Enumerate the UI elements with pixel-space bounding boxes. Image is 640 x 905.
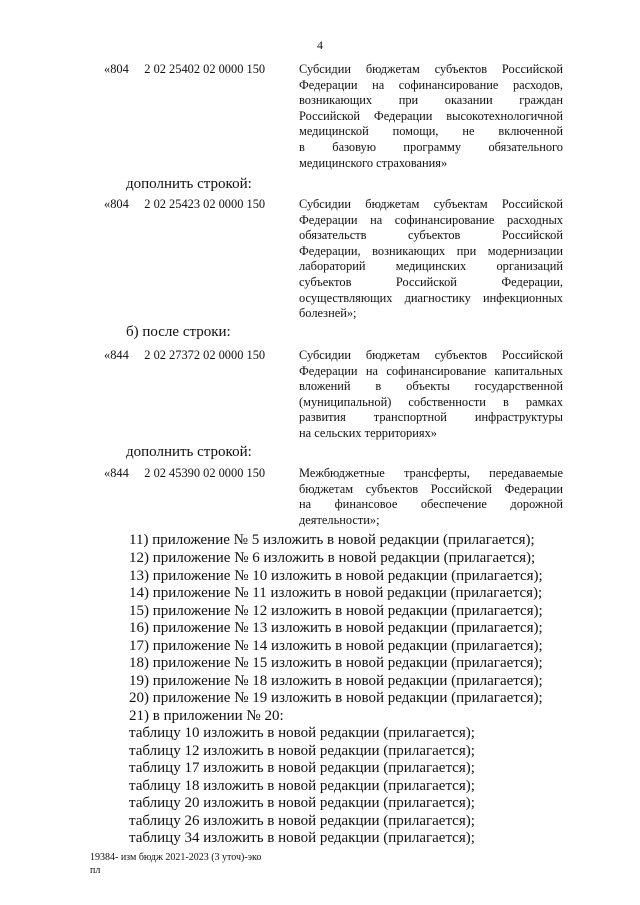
list-item: 13) приложение № 10 изложить в новой редакции (прилагается); <box>129 568 543 584</box>
desc-line: медицинского страхования» <box>299 155 448 170</box>
list-item: таблицу 20 изложить в новой редакции (прилагается); <box>129 795 475 811</box>
desc-line: (муниципальной) собственности в рамках <box>299 394 563 409</box>
list-item: 20) приложение № 19 изложить в новой редакции (прилагается); <box>129 690 543 706</box>
heading-add-row: дополнить строкой: <box>126 444 252 460</box>
desc-line: на финансовое обеспечение дорожной <box>299 497 563 512</box>
footer-initials: пл <box>90 865 101 876</box>
list-item: 15) приложение № 12 изложить в новой редакции (прилагается); <box>129 603 543 619</box>
desc-line: Субсидии бюджетам субъектам Российской <box>299 197 563 211</box>
budget-code-description <box>299 348 563 442</box>
list-item: 18) приложение № 15 изложить в новой редакции (прилагается); <box>129 655 543 671</box>
list-item: таблицу 26 изложить в новой редакции (прилагается); <box>129 813 475 829</box>
desc-line: Межбюджетные трансферты, передаваемые <box>299 466 563 480</box>
desc-line: болезней»; <box>299 306 357 321</box>
list-item: 14) приложение № 11 изложить в новой редакции (прилагается); <box>129 585 543 601</box>
desc-line: Федерации на софинансирование расходов, <box>299 77 563 92</box>
desc-line: вложений в объекты государственной <box>299 379 563 394</box>
desc-line: медицинской помощи, не включенной <box>299 124 563 139</box>
budget-code-description <box>299 197 563 322</box>
list-item: 21) в приложении № 20: <box>129 708 284 724</box>
list-item: 19) приложение № 18 изложить в новой редакции (прилагается); <box>129 673 543 689</box>
budget-code: «844 2 02 45390 02 0000 150 <box>104 466 266 480</box>
list-item: таблицу 12 изложить в новой редакции (прилагается); <box>129 743 475 759</box>
desc-line: Федерации на софинансирование капитальных <box>299 363 563 378</box>
budget-code: «844 2 02 27372 02 0000 150 <box>104 348 266 362</box>
desc-line: возникающих при оказании граждан <box>299 93 563 108</box>
list-item: таблицу 34 изложить в новой редакции (прилагается); <box>129 830 475 846</box>
desc-line: Федерации, возникающих при модернизации <box>299 243 563 258</box>
budget-code: «804 2 02 25423 02 0000 150 <box>104 197 266 211</box>
desc-line: Субсидии бюджетам субъектов Российской <box>299 348 563 362</box>
list-item: 17) приложение № 14 изложить в новой редакции (прилагается); <box>129 638 543 654</box>
desc-line: Федерации на софинансирование расходных <box>299 212 563 227</box>
heading-add-row: дополнить строкой: <box>126 176 252 192</box>
page-number: 4 <box>317 38 323 52</box>
heading-after-row: б) после строки: <box>126 324 231 340</box>
footer-file-name: 19384- изм бюдж 2021-2023 (3 уточ)-эко <box>90 852 262 863</box>
list-item: 11) приложение № 5 изложить в новой редакции (прилагается); <box>129 532 535 548</box>
desc-line: субъектов Российской Федерации, <box>299 274 563 289</box>
desc-line: бюджетам субъектов Российской Федерации <box>299 481 563 496</box>
desc-line: на сельских территориях» <box>299 425 437 440</box>
budget-code-description <box>299 466 563 528</box>
desc-line: развития транспортной инфраструктуры <box>299 410 563 425</box>
list-item: таблицу 17 изложить в новой редакции (прилагается); <box>129 760 475 776</box>
list-item: 12) приложение № 6 изложить в новой редакции (прилагается); <box>129 550 536 566</box>
desc-line: лабораторий медицинских организаций <box>299 259 563 274</box>
budget-code-description <box>299 62 563 171</box>
desc-line: осуществляющих диагностику инфекционных <box>299 290 563 305</box>
list-item: таблицу 18 изложить в новой редакции (прилагается); <box>129 778 475 794</box>
budget-code: «804 2 02 25402 02 0000 150 <box>104 62 266 76</box>
list-item: 16) приложение № 13 изложить в новой редакции (прилагается); <box>129 620 543 636</box>
desc-line: в базовую программу обязательного <box>299 139 563 154</box>
desc-line: Российской Федерации высокотехнологичной <box>299 108 563 123</box>
list-item: таблицу 10 изложить в новой редакции (прилагается); <box>129 725 475 741</box>
desc-line: обязательств субъектов Российской <box>299 228 563 243</box>
desc-line: деятельности»; <box>299 512 380 527</box>
desc-line: Субсидии бюджетам субъектов Российской <box>299 62 563 76</box>
